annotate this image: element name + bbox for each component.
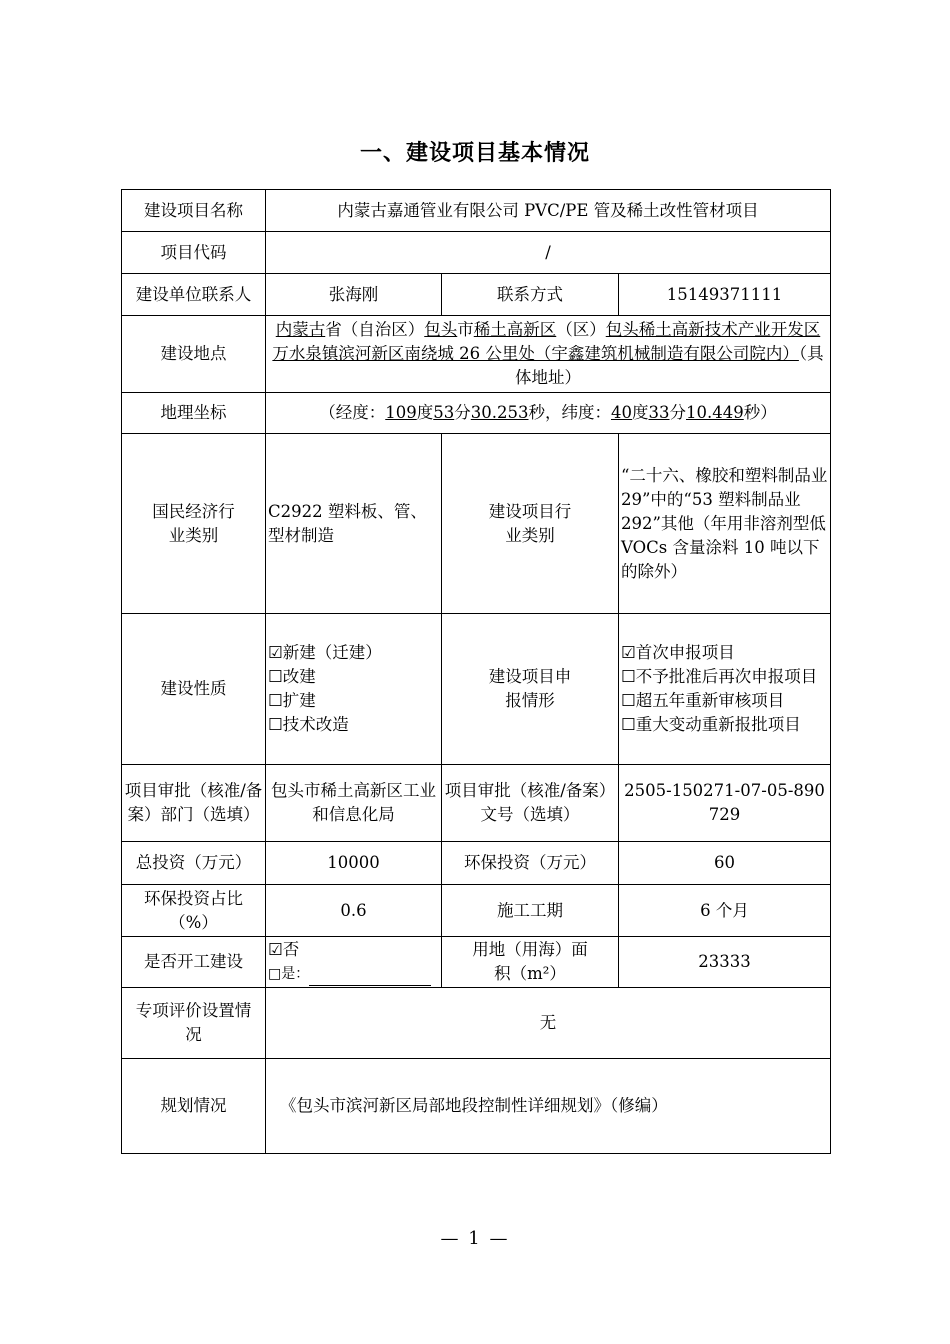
- lat-sec: 10.449: [686, 403, 744, 422]
- started-no[interactable]: ☑否: [268, 940, 300, 959]
- district-suffix: （区）: [556, 320, 606, 339]
- project-info-table: [121, 189, 831, 1154]
- location-city: 包头: [424, 320, 458, 339]
- row-special: [122, 988, 831, 1059]
- nature-options: [266, 614, 442, 765]
- row-project-code: [122, 232, 831, 274]
- approval-doc-no: 2505-150271-07-05-890729: [619, 765, 831, 842]
- project-industry-value: “二十六、橡胶和塑料制品业 29”中的“53 塑料制品业 292”其他（年用非溶剂型低 VOCs 含量涂料 10 吨以下的除外）: [619, 434, 831, 614]
- location-district: 稀土高新区: [473, 320, 557, 339]
- location-province: 内蒙古: [275, 320, 326, 339]
- filing-resubmit[interactable]: ☐不予批准后再次申报项目: [621, 667, 818, 686]
- min-unit: 分: [454, 403, 471, 422]
- planning-value: 《包头市滨河新区局部地段控制性详细规划》（修编）: [266, 1059, 831, 1154]
- coords-label: 地理坐标: [122, 393, 266, 434]
- filing-five-year[interactable]: ☐超五年重新审核项目: [621, 691, 785, 710]
- row-contact: [122, 274, 831, 316]
- project-code-value: /: [266, 232, 831, 274]
- project-name-value: 内蒙古嘉通管业有限公司 PVC/PE 管及稀土改性管材项目: [266, 190, 831, 232]
- option-rebuild[interactable]: ☐改建: [268, 667, 316, 686]
- location-value: [266, 316, 831, 393]
- period-value: 6 个月: [619, 885, 831, 937]
- started-options: [266, 937, 442, 988]
- city-suffix: 市: [457, 320, 474, 339]
- ratio-label: 环保投资占比（%）: [122, 885, 266, 937]
- area-value: 23333: [619, 937, 831, 988]
- industry-label: 国民经济行业类别: [122, 434, 266, 614]
- special-label: 专项评价设置情况: [122, 988, 266, 1059]
- option-new[interactable]: ☑新建（迁建）: [268, 643, 382, 662]
- location-address: 包头稀土高新技术产业开发区万水泉镇滨河新区南绕城 26 公里处（宇鑫建筑机械制造有限公司院内）: [272, 320, 821, 363]
- coords-value: [266, 393, 831, 434]
- planning-label: 规划情况: [122, 1059, 266, 1154]
- project-name-label: 建设项目名称: [122, 190, 266, 232]
- row-investment: [122, 842, 831, 885]
- row-project-name: [122, 190, 831, 232]
- investment-label: 总投资（万元）: [122, 842, 266, 885]
- industry-value: C2922 塑料板、管、型材制造: [266, 434, 442, 614]
- period-label: 施工工期: [442, 885, 619, 937]
- deg-unit: 度: [416, 403, 434, 422]
- env-investment-value: 60: [619, 842, 831, 885]
- area-label: 用地（用海）面积（m²）: [442, 937, 619, 988]
- row-started: [122, 937, 831, 988]
- special-value: 无: [266, 988, 831, 1059]
- contact-phone: 15149371111: [619, 274, 831, 316]
- min-unit-2: 分: [669, 403, 686, 422]
- row-planning: [122, 1059, 831, 1154]
- row-coordinates: [122, 393, 831, 434]
- row-location: [122, 316, 831, 393]
- address-suffix: （具体地址）: [515, 344, 824, 387]
- lon-min: 53: [433, 403, 455, 422]
- coords-prefix: （经度：: [319, 403, 386, 422]
- investment-value: 10000: [266, 842, 442, 885]
- project-code-label: 项目代码: [122, 232, 266, 274]
- contact-label: 建设单位联系人: [122, 274, 266, 316]
- started-yes[interactable]: □是：: [268, 966, 310, 982]
- page-number: — 1 —: [440, 1228, 510, 1249]
- option-tech[interactable]: ☐技术改造: [268, 715, 349, 734]
- sec-lat: 秒，纬度：: [528, 403, 611, 422]
- option-expand[interactable]: ☐扩建: [268, 691, 316, 710]
- row-approval: [122, 765, 831, 842]
- row-industry: [122, 434, 831, 614]
- coords-suffix: 秒）: [743, 403, 777, 422]
- filing-major-change[interactable]: ☐重大变动重新报批项目: [621, 715, 801, 734]
- lat-min: 33: [648, 403, 670, 422]
- lat-deg: 40: [611, 403, 632, 422]
- filing-first[interactable]: ☑首次申报项目: [621, 643, 735, 662]
- lon-sec: 30.253: [470, 403, 529, 422]
- started-yes-blank[interactable]: [309, 967, 431, 986]
- ratio-value: 0.6: [266, 885, 442, 937]
- section-title: 一、建设项目基本情况: [359, 141, 590, 166]
- lon-deg: 109: [385, 403, 417, 422]
- filing-label: 建设项目申报情形: [442, 614, 619, 765]
- project-industry-label: 建设项目行业类别: [442, 434, 619, 614]
- started-yes-line: [268, 962, 439, 986]
- nature-label: 建设性质: [122, 614, 266, 765]
- province-suffix: 省（自治区）: [325, 320, 425, 339]
- approval-label: 项目审批（核准/备案）部门（选填）: [122, 765, 266, 842]
- approval-dept: 包头市稀土高新区工业和信息化局: [266, 765, 442, 842]
- row-ratio: [122, 885, 831, 937]
- contact-person: 张海刚: [266, 274, 442, 316]
- approval-doc-label: 项目审批（核准/备案）文号（选填）: [442, 765, 619, 842]
- row-nature: [122, 614, 831, 765]
- started-label: 是否开工建设: [122, 937, 266, 988]
- filing-options: [619, 614, 831, 765]
- deg-unit-2: 度: [632, 403, 649, 422]
- contact-method-label: 联系方式: [442, 274, 619, 316]
- env-investment-label: 环保投资（万元）: [442, 842, 619, 885]
- location-label: 建设地点: [122, 316, 266, 393]
